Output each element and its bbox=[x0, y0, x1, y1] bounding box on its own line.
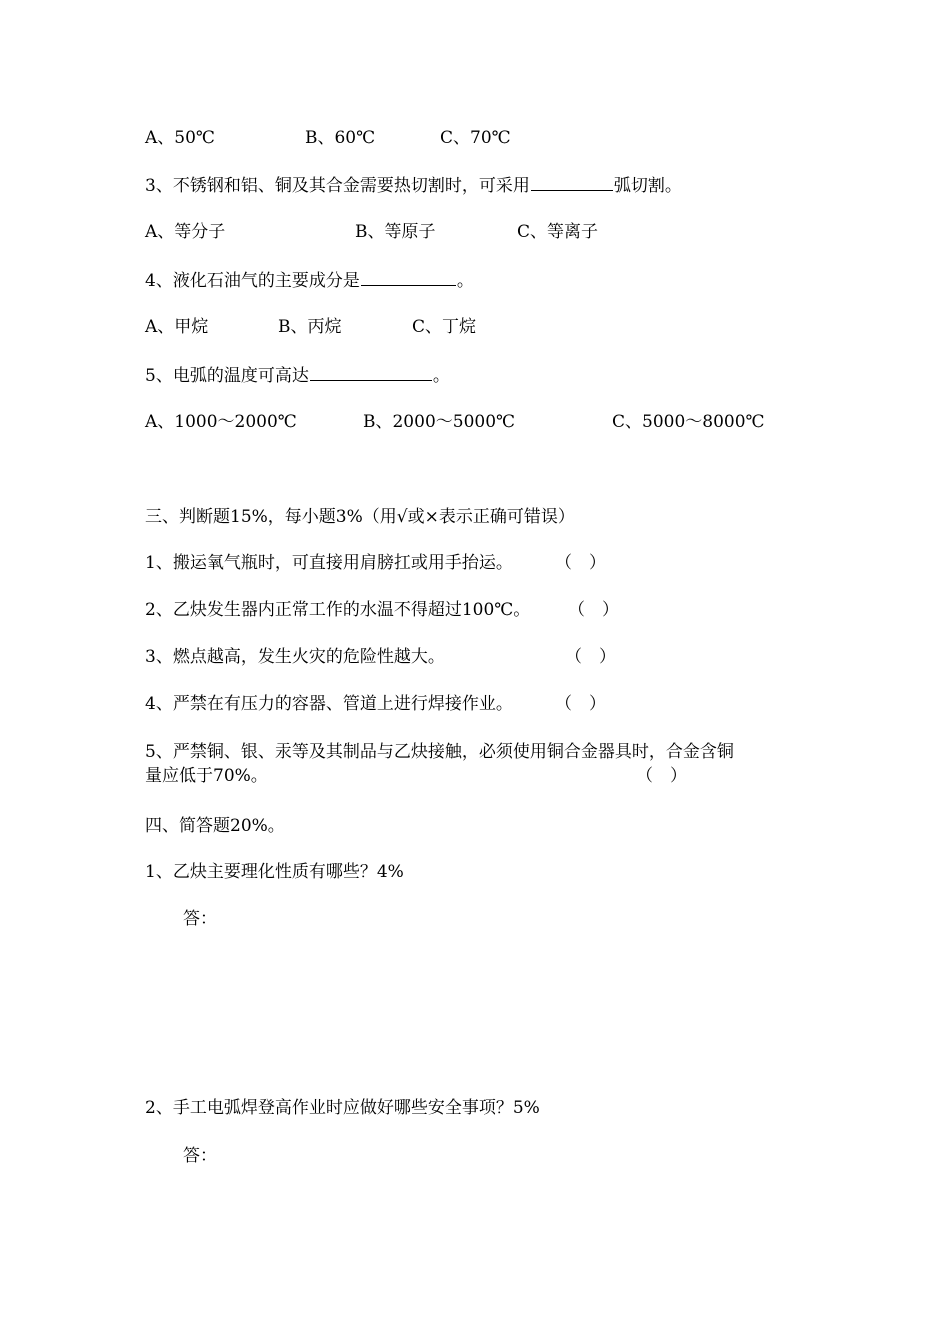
question-text: 4、液化石油气的主要成分是 bbox=[145, 271, 360, 291]
question-text: 5、电弧的温度可高达 bbox=[145, 366, 309, 386]
judgment-item-3: 3、燃点越高，发生火灾的危险性越大。 bbox=[145, 647, 445, 667]
options-row-q2-prev bbox=[145, 127, 845, 149]
options-row-q2-4 bbox=[145, 316, 845, 338]
question-2-4 bbox=[145, 269, 474, 292]
option-b: B、60℃ bbox=[305, 128, 376, 148]
answer-parentheses[interactable]: （ ） bbox=[568, 600, 619, 620]
question-text-end: 弧切割。 bbox=[613, 176, 682, 196]
judgment-item-1: 1、搬运氧气瓶时，可直接用肩膀扛或用手抬运。 bbox=[145, 553, 513, 573]
option-a: A、50℃ bbox=[145, 128, 215, 148]
question-text-end: 。 bbox=[456, 271, 474, 291]
option-c: C、70℃ bbox=[440, 128, 511, 148]
fill-blank[interactable] bbox=[310, 364, 432, 381]
option-c: C、丁烷 bbox=[412, 317, 477, 337]
option-b: B、丙烷 bbox=[278, 317, 342, 337]
short-answer-question-1: 1、乙炔主要理化性质有哪些？4% bbox=[145, 862, 404, 882]
judgment-item-5-cont: 量应低于70%。 bbox=[145, 766, 268, 786]
option-b: B、等原子 bbox=[355, 222, 436, 242]
option-a: A、等分子 bbox=[145, 222, 226, 242]
answer-label-1: 答： bbox=[183, 909, 217, 929]
answer-parentheses[interactable]: （ ） bbox=[636, 766, 687, 786]
question-text-end: 。 bbox=[432, 366, 450, 386]
question-2-3 bbox=[145, 174, 682, 197]
option-a: A、1000～2000℃ bbox=[145, 412, 297, 432]
short-answer-question-2: 2、手工电弧焊登高作业时应做好哪些安全事项？5% bbox=[145, 1098, 540, 1118]
options-row-q2-3 bbox=[145, 221, 845, 243]
option-b: B、2000～5000℃ bbox=[363, 412, 516, 432]
answer-parentheses[interactable]: （ ） bbox=[565, 647, 616, 667]
section-4-title: 四、简答题20%。 bbox=[145, 816, 285, 836]
options-row-q2-5 bbox=[145, 411, 845, 433]
answer-parentheses[interactable]: （ ） bbox=[555, 553, 606, 573]
question-2-5 bbox=[145, 364, 450, 387]
section-3-title: 三、判断题15%，每小题3%（用√或×表示正确可错误） bbox=[145, 507, 575, 527]
answer-label-2: 答： bbox=[183, 1146, 217, 1166]
fill-blank[interactable] bbox=[531, 174, 613, 191]
judgment-item-5: 5、严禁铜、银、汞等及其制品与乙炔接触，必须使用铜合金器具时，合金含铜 bbox=[145, 742, 734, 762]
judgment-item-2: 2、乙炔发生器内正常工作的水温不得超过100℃。 bbox=[145, 600, 531, 620]
question-text: 3、不锈钢和铝、铜及其合金需要热切割时，可采用 bbox=[145, 176, 530, 196]
fill-blank[interactable] bbox=[361, 269, 456, 286]
option-c: C、5000～8000℃ bbox=[612, 412, 765, 432]
option-a: A、甲烷 bbox=[145, 317, 209, 337]
answer-parentheses[interactable]: （ ） bbox=[555, 694, 606, 714]
judgment-item-4: 4、严禁在有压力的容器、管道上进行焊接作业。 bbox=[145, 694, 513, 714]
option-c: C、等离子 bbox=[517, 222, 599, 242]
